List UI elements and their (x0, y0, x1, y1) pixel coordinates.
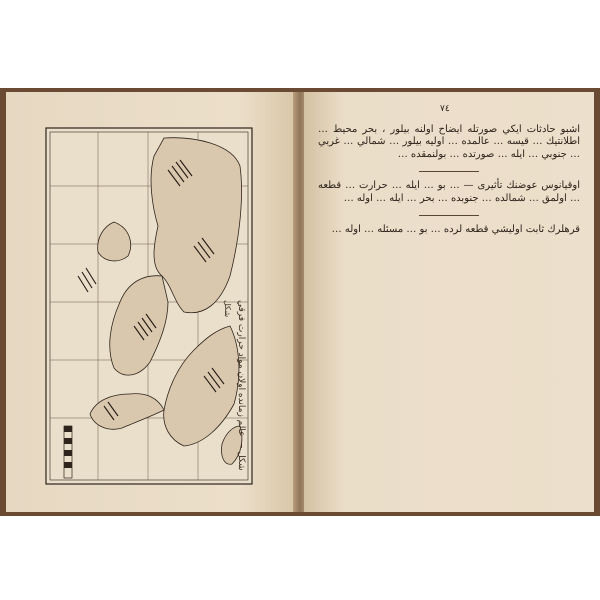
paragraph-divider (419, 215, 479, 216)
figure-label: شكل (223, 300, 232, 318)
paragraph-2: اوقيانوس عوضنك تأثيرى — … بو … ايله … حرارت … قطعه … اولمق … شمالده … جنوبده … بحر … ايله … اوله … (318, 180, 580, 204)
page-number: ٧٤ (440, 104, 450, 114)
page-text (318, 124, 580, 246)
paragraph-divider (419, 171, 479, 172)
figure-caption: شكل — عالم زمانده اولان مواد حرارت فرقي (236, 300, 246, 471)
paragraph-1: اشبو حادثات ايكي صورتله ايضاح اولنه بيلور ، بحر محيط … اطلانتيك … قيسه … عالمده … اوليه بيلور … شمالي … غربي … جنوبي … ايله … صورتده … بولنمقده … (318, 124, 580, 160)
paragraph-3: قرهلرك ثابت اوليشي قطعه لرده … بو … مسئله … اوله … (331, 224, 580, 236)
